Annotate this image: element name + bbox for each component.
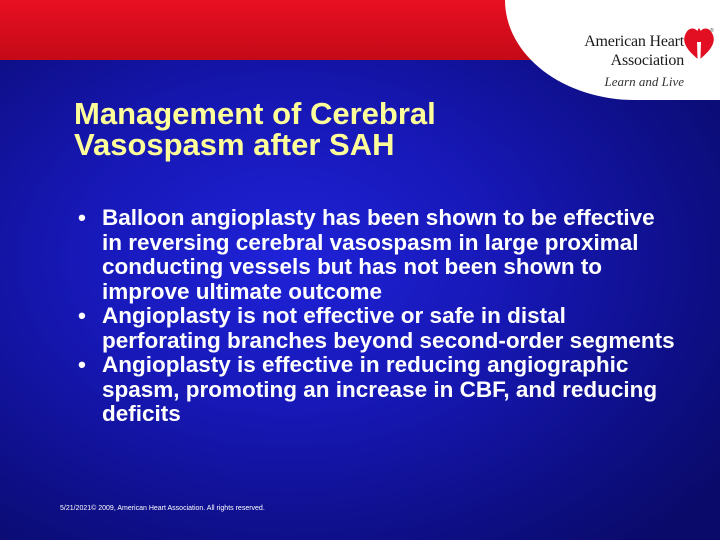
logo-line-1: American Heart: [584, 33, 684, 50]
logo-line-2: Association: [610, 52, 684, 69]
svg-text:®: ®: [710, 28, 714, 34]
logo: [505, 0, 720, 100]
bullet-list: [78, 206, 678, 427]
footer-copyright: 5/21/2021© 2009, American Heart Association. All rights reserved.: [60, 505, 265, 512]
title-line-1: Management of Cerebral: [74, 96, 436, 131]
heart-torch-icon: [682, 20, 716, 80]
logo-tagline: Learn and Live: [604, 74, 684, 89]
slide-title: [74, 98, 554, 160]
bullet-item: • Balloon angioplasty has been shown to be effective in reversing cerebral vasospasm in large proximal conducting vessels but has not been shown to improve ultimate outcome: [78, 206, 678, 304]
bullet-item: • Angioplasty is not effective or safe in distal perforating branches beyond second-order segments: [78, 304, 678, 353]
title-line-2: Vasospasm after SAH: [74, 127, 395, 162]
logo-text: [584, 32, 684, 90]
bullet-item: • Angioplasty is effective in reducing angiographic spasm, promoting an increase in CBF, and reducing deficits: [78, 353, 678, 427]
